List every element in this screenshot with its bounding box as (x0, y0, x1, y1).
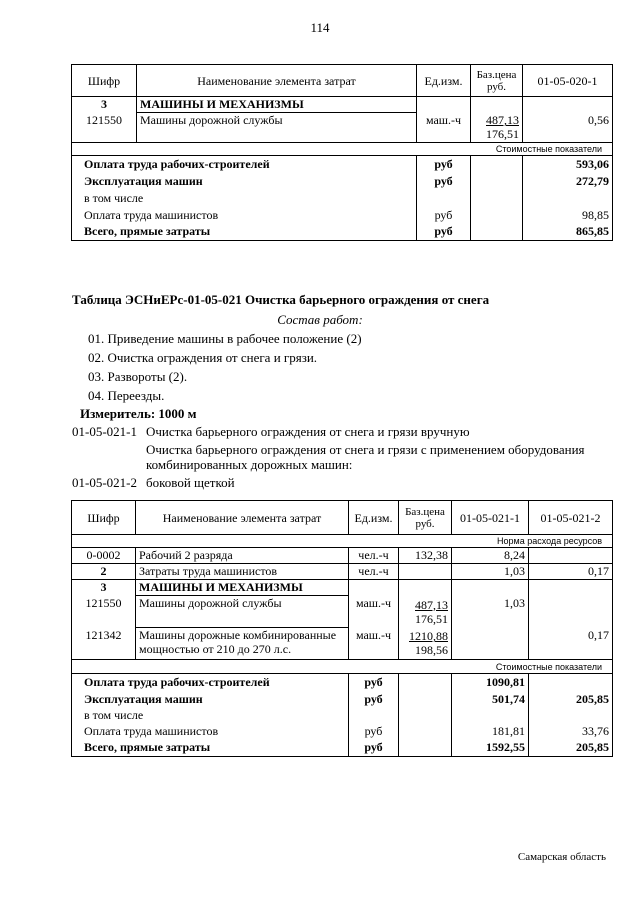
table-row (72, 113, 613, 143)
header-code: Шифр (72, 65, 137, 97)
section-title: МАШИНЫ И МЕХАНИЗМЫ (136, 580, 349, 596)
footer-region: Самарская область (517, 851, 606, 863)
item-text: Очистка барьерного ограждения от снега и грязи вручную (146, 424, 470, 439)
machine-price (471, 113, 523, 143)
table-row: 0-0002 Рабочий 2 разряда чел.-ч 132,38 8,24 (72, 548, 613, 564)
section-code: 3 (72, 97, 137, 113)
table-row: Оплата труда машинистов руб 181,81 33,76 (72, 723, 613, 740)
cost-caption: Стоимостные показатели (72, 660, 613, 674)
header-col-01-05-021-1: 01-05-021-1 (452, 501, 529, 535)
price-total: 1210,88 (409, 629, 448, 644)
table-row: Эксплуатация машин руб 501,74 205,85 (72, 691, 613, 708)
table-row: Оплата труда рабочих-строителей руб 593,06 (72, 156, 613, 173)
machine-code: 121550 (72, 113, 137, 143)
machine-name: Машины дорожной службы (137, 113, 417, 143)
table-row: в том числе (72, 190, 613, 207)
cost-table-01-05-021 (71, 500, 613, 757)
group-text: комбинированных дорожных машин: (146, 457, 353, 472)
table-title: Таблица ЭСНиЕРс-01-05-021 Очистка барьерного ограждения от снега (72, 292, 490, 307)
header-name: Наименование элемента затрат (137, 65, 417, 97)
item-code: 01-05-021-2 (72, 475, 137, 490)
table-row: 121550 Машины дорожной службы маш.-ч 487,13 176,51 1,03 (72, 596, 613, 628)
table-row: 121342 Машины дорожные комбинированные мощностью от 210 до 270 л.с. маш.-ч 1210,88 198,56 0,17 (72, 628, 613, 660)
section-title: МАШИНЫ И МЕХАНИЗМЫ (137, 97, 417, 113)
item-text: боковой щеткой (146, 475, 235, 490)
header-unit: Ед.изм. (417, 65, 471, 97)
table-row: Эксплуатация машин руб 272,79 (72, 173, 613, 190)
table-row: Оплата труда машинистов руб 98,85 (72, 207, 613, 224)
work-item: 01. Приведение машины в рабочее положение (2) (88, 331, 362, 346)
machine-value: 0,56 (523, 113, 613, 143)
header-unit: Ед.изм. (349, 501, 399, 535)
work-item: 02. Очистка ограждения от снега и грязи. (88, 350, 318, 365)
machine-unit: маш.-ч (417, 113, 471, 143)
table-row: в том числе (72, 708, 613, 723)
table-row: 2 Затраты труда машинистов чел.-ч 1,03 0,17 (72, 564, 613, 580)
cost-table-01-05-020 (71, 64, 613, 241)
table-row: Оплата труда рабочих-строителей руб 1090,81 (72, 674, 613, 691)
header-col-01-05-020-1: 01-05-020-1 (523, 65, 613, 97)
work-item: 03. Развороты (2). (88, 369, 188, 384)
table-row: Всего, прямые затраты руб 1592,55 205,85 (72, 740, 613, 757)
table-row: Всего, прямые затраты руб 865,85 (72, 224, 613, 241)
price-wage: 198,56 (415, 643, 448, 658)
norm-caption: Норма расхода ресурсов (72, 535, 613, 548)
works-title: Состав работ: (277, 312, 363, 327)
item-code: 01-05-021-1 (72, 424, 137, 439)
price-wage: 176,51 (415, 611, 448, 626)
header-code: Шифр (72, 501, 136, 535)
header-base-price: Баз.цена руб. (471, 65, 523, 97)
header-name: Наименование элемента затрат (136, 501, 349, 535)
price-total: 487,13 (486, 113, 519, 128)
group-text: Очистка барьерного ограждения от снега и грязи с применением оборудования (146, 442, 585, 457)
header-base-price: Баз.цена руб. (399, 501, 452, 535)
price-wage: 176,51 (486, 127, 519, 142)
section-code: 3 (72, 580, 136, 596)
page-number: 114 (310, 20, 330, 35)
header-col-01-05-021-2: 01-05-021-2 (529, 501, 613, 535)
cost-caption: Стоимостные показатели (72, 143, 613, 156)
price-total: 487,13 (415, 597, 448, 612)
work-item: 04. Переезды. (88, 388, 165, 403)
measure-unit: Измеритель: 1000 м (80, 406, 197, 421)
